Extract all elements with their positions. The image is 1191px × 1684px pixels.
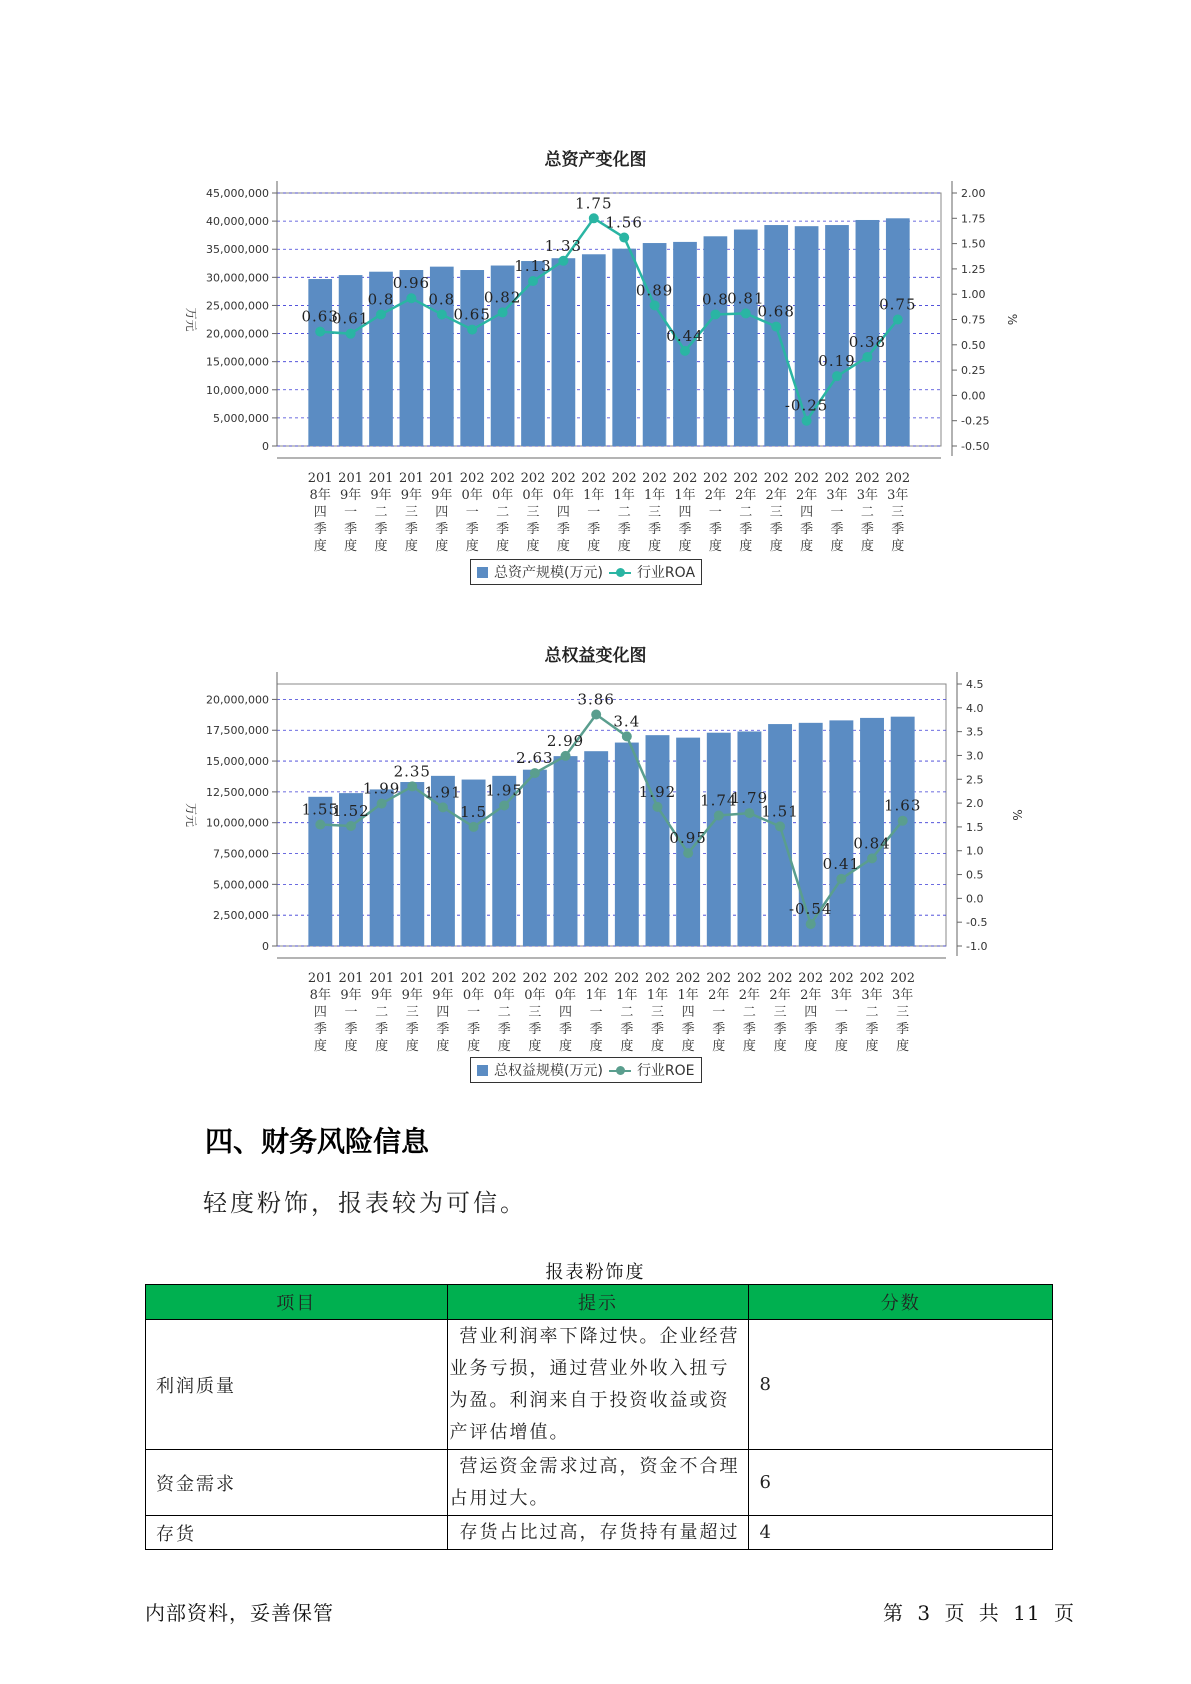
series-point [622,731,632,741]
y-tick-label: 10,000,000 [206,816,269,830]
bar [707,733,731,946]
data-label: 0.96 [392,274,431,293]
x-tick-label: 202 2年四季度 [794,471,820,554]
x-tick-label: 202 1年三季度 [645,971,670,1054]
row-score: 6 [749,1450,1053,1516]
x-tick-label: 202 1年一季度 [581,471,607,554]
y2-tick-label: 2.0 [966,797,984,811]
y2-tick-label: 1.00 [961,288,986,302]
y2-tick-label: 4.0 [966,701,984,715]
bar [554,756,578,946]
y2-tick-label: -0.50 [961,440,990,453]
series-point [836,874,846,884]
data-label: 0.89 [635,281,674,300]
x-tick-label: 201 9年一季度 [338,971,364,1054]
data-label: -0.54 [788,900,833,919]
data-label: 1.33 [544,236,583,255]
x-tick-label: 201 9年一季度 [338,471,364,554]
data-label: 0.75 [879,295,917,314]
x-tick-label: 202 2年四季度 [798,971,824,1054]
data-label: 0.95 [669,829,707,848]
row-item: 存货 [146,1516,448,1550]
series-point [683,848,693,858]
series-point [806,919,816,929]
row-tip: 营业利润率下降过快。企业经营业务亏损，通过营业外收入扭亏为盈。利润来自于投资收益或资产评估增值。 [447,1320,749,1450]
y-tick-label: 15,000,000 [206,755,269,769]
y-tick-label: 0 [262,440,269,453]
data-label: 0.8 [367,290,395,309]
equity-chart-legend [470,1057,702,1083]
data-label: 1.13 [514,257,552,276]
y2-tick-label: 1.0 [966,844,984,858]
y-tick-label: 5,000,000 [213,878,269,892]
series-point [867,853,877,863]
series-point [530,768,540,778]
y2-axis-label: % [1005,313,1019,326]
series-point [499,800,509,810]
series-point [744,808,754,818]
x-tick-label: 202 2年二季度 [733,471,759,554]
x-tick-label: 201 8年四季度 [307,471,333,554]
y2-tick-label: 0.75 [961,313,986,327]
x-tick-label: 202 3年二季度 [859,971,885,1054]
data-label: 1.99 [362,779,401,798]
row-tip: 营运资金需求过高，资金不合理占用过大。 [447,1450,749,1516]
y-tick-label: 12,500,000 [206,785,269,799]
data-label: 0.68 [757,302,795,321]
row-tip: 存货占比过高，存货持有量超过 [447,1516,749,1550]
y-tick-label: 17,500,000 [206,724,269,738]
x-tick-label: 202 0年三季度 [522,971,548,1054]
bar [400,782,424,946]
data-label: 0.8 [701,290,729,309]
x-tick-label: 202 1年四季度 [672,471,698,554]
data-label: 1.95 [485,781,523,800]
y-tick-label: 35,000,000 [206,243,269,257]
row-score: 8 [749,1320,1053,1450]
x-tick-label: 201 9年二季度 [368,471,394,554]
y2-tick-label: -1.0 [966,940,988,953]
data-label: 1.79 [730,789,769,808]
y-tick-label: 5,000,000 [213,411,269,425]
series-point [775,821,785,831]
legend-line-label: 行业ROE [636,1063,695,1079]
x-tick-label: 202 2年三季度 [767,971,793,1054]
x-tick-label: 201 9年四季度 [430,971,456,1054]
y-tick-label: 45,000,000 [206,187,269,200]
series-point [407,781,417,791]
bar [646,735,670,946]
y-tick-label: 10,000,000 [206,383,269,397]
header-item: 项目 [146,1285,448,1320]
data-label: 0.82 [483,288,522,307]
x-tick-label: 202 3年一季度 [824,471,850,554]
series-point [561,751,571,761]
bar-swatch-icon [477,1065,488,1076]
data-label: 1.92 [638,782,677,801]
x-tick-label: 202 2年一季度 [702,471,728,554]
x-tick-label: 202 1年一季度 [583,971,609,1054]
header-score: 分数 [749,1285,1053,1320]
y-axis-label: 万元 [184,802,198,828]
bar [523,770,547,946]
data-label: 1.56 [605,213,643,232]
y2-tick-label: 3.0 [966,749,984,763]
data-label: 1.55 [301,800,340,819]
x-tick-label: 201 9年三季度 [399,971,425,1054]
x-tick-label: 202 2年三季度 [763,471,789,554]
x-tick-label: 202 1年四季度 [675,971,701,1054]
data-label: 0.19 [818,352,856,371]
y-tick-label: 2,500,000 [213,909,269,923]
bar [584,751,608,946]
bar [829,720,853,946]
section-heading: 四、财务风险信息 [205,1125,430,1158]
risk-statement: 轻度粉饰，报表较为可信。 [203,1189,527,1217]
footer-page-number: 第 3 页 共 11 页 [883,1601,1075,1625]
y-tick-label: 7,500,000 [213,847,269,861]
data-label: 2.99 [546,731,585,750]
x-tick-label: 202 0年二季度 [490,471,516,554]
series-point [652,802,662,812]
y2-tick-label: 1.25 [961,262,986,276]
legend-line-label: 行业ROA [636,565,696,581]
x-tick-label: 202 3年一季度 [828,971,854,1054]
bar [615,743,639,946]
data-label: 0.84 [853,834,891,853]
data-label: 0.61 [331,309,370,328]
row-item: 资金需求 [146,1450,448,1516]
y-tick-label: 20,000,000 [206,327,269,341]
x-tick-label: 202 1年三季度 [642,471,668,554]
footer-left: 内部资料，妥善保管 [145,1601,334,1625]
x-tick-label: 202 0年四季度 [550,471,576,554]
y2-tick-label: 0.50 [961,338,986,352]
data-label: 2.63 [516,749,554,768]
x-tick-label: 201 9年四季度 [429,471,455,554]
data-label: 3.4 [613,712,641,731]
data-label: 0.41 [822,854,861,873]
data-label: 0.65 [453,305,491,324]
y2-tick-label: 3.5 [966,725,984,739]
series-point [591,709,601,719]
bar [860,718,884,946]
y2-tick-label: 4.5 [966,678,984,691]
data-label: 0.44 [666,326,704,345]
table-row [146,1320,1053,1450]
x-tick-label: 202 0年四季度 [553,971,578,1054]
y2-tick-label: 1.5 [966,820,984,834]
data-label: 0.81 [727,289,765,308]
row-score: 4 [749,1516,1053,1550]
assets-chart-title: 总资产变化图 [544,150,647,170]
series-point [714,810,724,820]
series-point [438,802,448,812]
data-label: 0.63 [301,307,339,326]
y2-tick-label: 0.25 [961,364,986,378]
y2-tick-label: 0.0 [966,892,984,906]
y-tick-label: 0 [262,940,269,953]
x-tick-label: 202 3年二季度 [854,471,880,554]
table-caption: 报表粉饰度 [545,1262,646,1283]
data-label: 1.63 [883,796,922,815]
series-point [898,816,908,826]
y2-tick-label: 2.5 [966,773,984,787]
y-tick-label: 40,000,000 [206,215,269,229]
data-label: 3.86 [577,690,615,709]
legend-bar-label: 总权益规模(万元) [494,1063,603,1079]
x-tick-label: 201 9年三季度 [398,471,424,554]
legend-bar-label: 总资产规模(万元) [494,565,603,581]
series-point [315,820,325,830]
bar [737,731,761,946]
line-swatch-icon [609,1065,631,1076]
y2-tick-label: 0.00 [961,389,986,403]
x-tick-label: 202 3年三季度 [885,471,911,554]
y2-tick-label: -0.5 [966,916,988,930]
y2-tick-label: -0.25 [961,414,990,428]
y-tick-label: 30,000,000 [206,271,269,285]
y2-tick-label: 2.00 [961,187,986,200]
table-row [146,1450,1053,1516]
x-tick-label: 201 9年二季度 [369,971,395,1054]
y-axis-label: 万元 [184,307,198,332]
y-tick-label: 20,000,000 [206,693,269,707]
y2-tick-label: 1.50 [961,237,986,251]
x-tick-label: 201 8年四季度 [307,971,333,1054]
series-point [346,821,356,831]
x-tick-label: 202 2年二季度 [737,971,762,1054]
data-label: 2.35 [393,762,431,781]
y2-axis-label: % [1010,809,1024,821]
bar [308,797,332,946]
x-tick-label: 202 0年一季度 [461,971,486,1054]
x-tick-label: 202 1年二季度 [614,971,640,1054]
x-tick-label: 202 0年三季度 [520,471,546,554]
table-header-row [146,1285,1053,1320]
series-point [469,822,479,832]
data-label: 0.38 [848,332,887,351]
y2-tick-label: 0.5 [966,868,984,882]
series-point [377,799,387,809]
y2-tick-label: 1.75 [961,212,986,226]
data-label: 0.8 [428,290,456,309]
data-label: 1.51 [761,802,799,821]
data-label: -0.25 [784,396,829,415]
x-tick-label: 202 2年一季度 [706,971,732,1054]
data-label: 1.52 [332,801,370,820]
x-tick-label: 202 3年三季度 [890,971,916,1054]
table-row [146,1516,1053,1550]
header-tip: 提示 [447,1285,749,1320]
data-label: 1.75 [575,194,613,213]
risk-table [145,1284,1053,1550]
bar [370,789,394,946]
y-tick-label: 15,000,000 [206,355,269,369]
x-tick-label: 202 1年二季度 [611,471,637,554]
data-label: 1.91 [424,783,462,802]
x-tick-label: 202 0年二季度 [491,971,517,1054]
row-item: 利润质量 [146,1320,448,1450]
data-label: 1.5 [460,802,488,821]
y-tick-label: 25,000,000 [206,299,269,313]
x-tick-label: 202 0年一季度 [459,471,485,554]
data-label: 1.74 [700,791,738,810]
equity-chart-title: 总权益变化图 [544,646,647,666]
